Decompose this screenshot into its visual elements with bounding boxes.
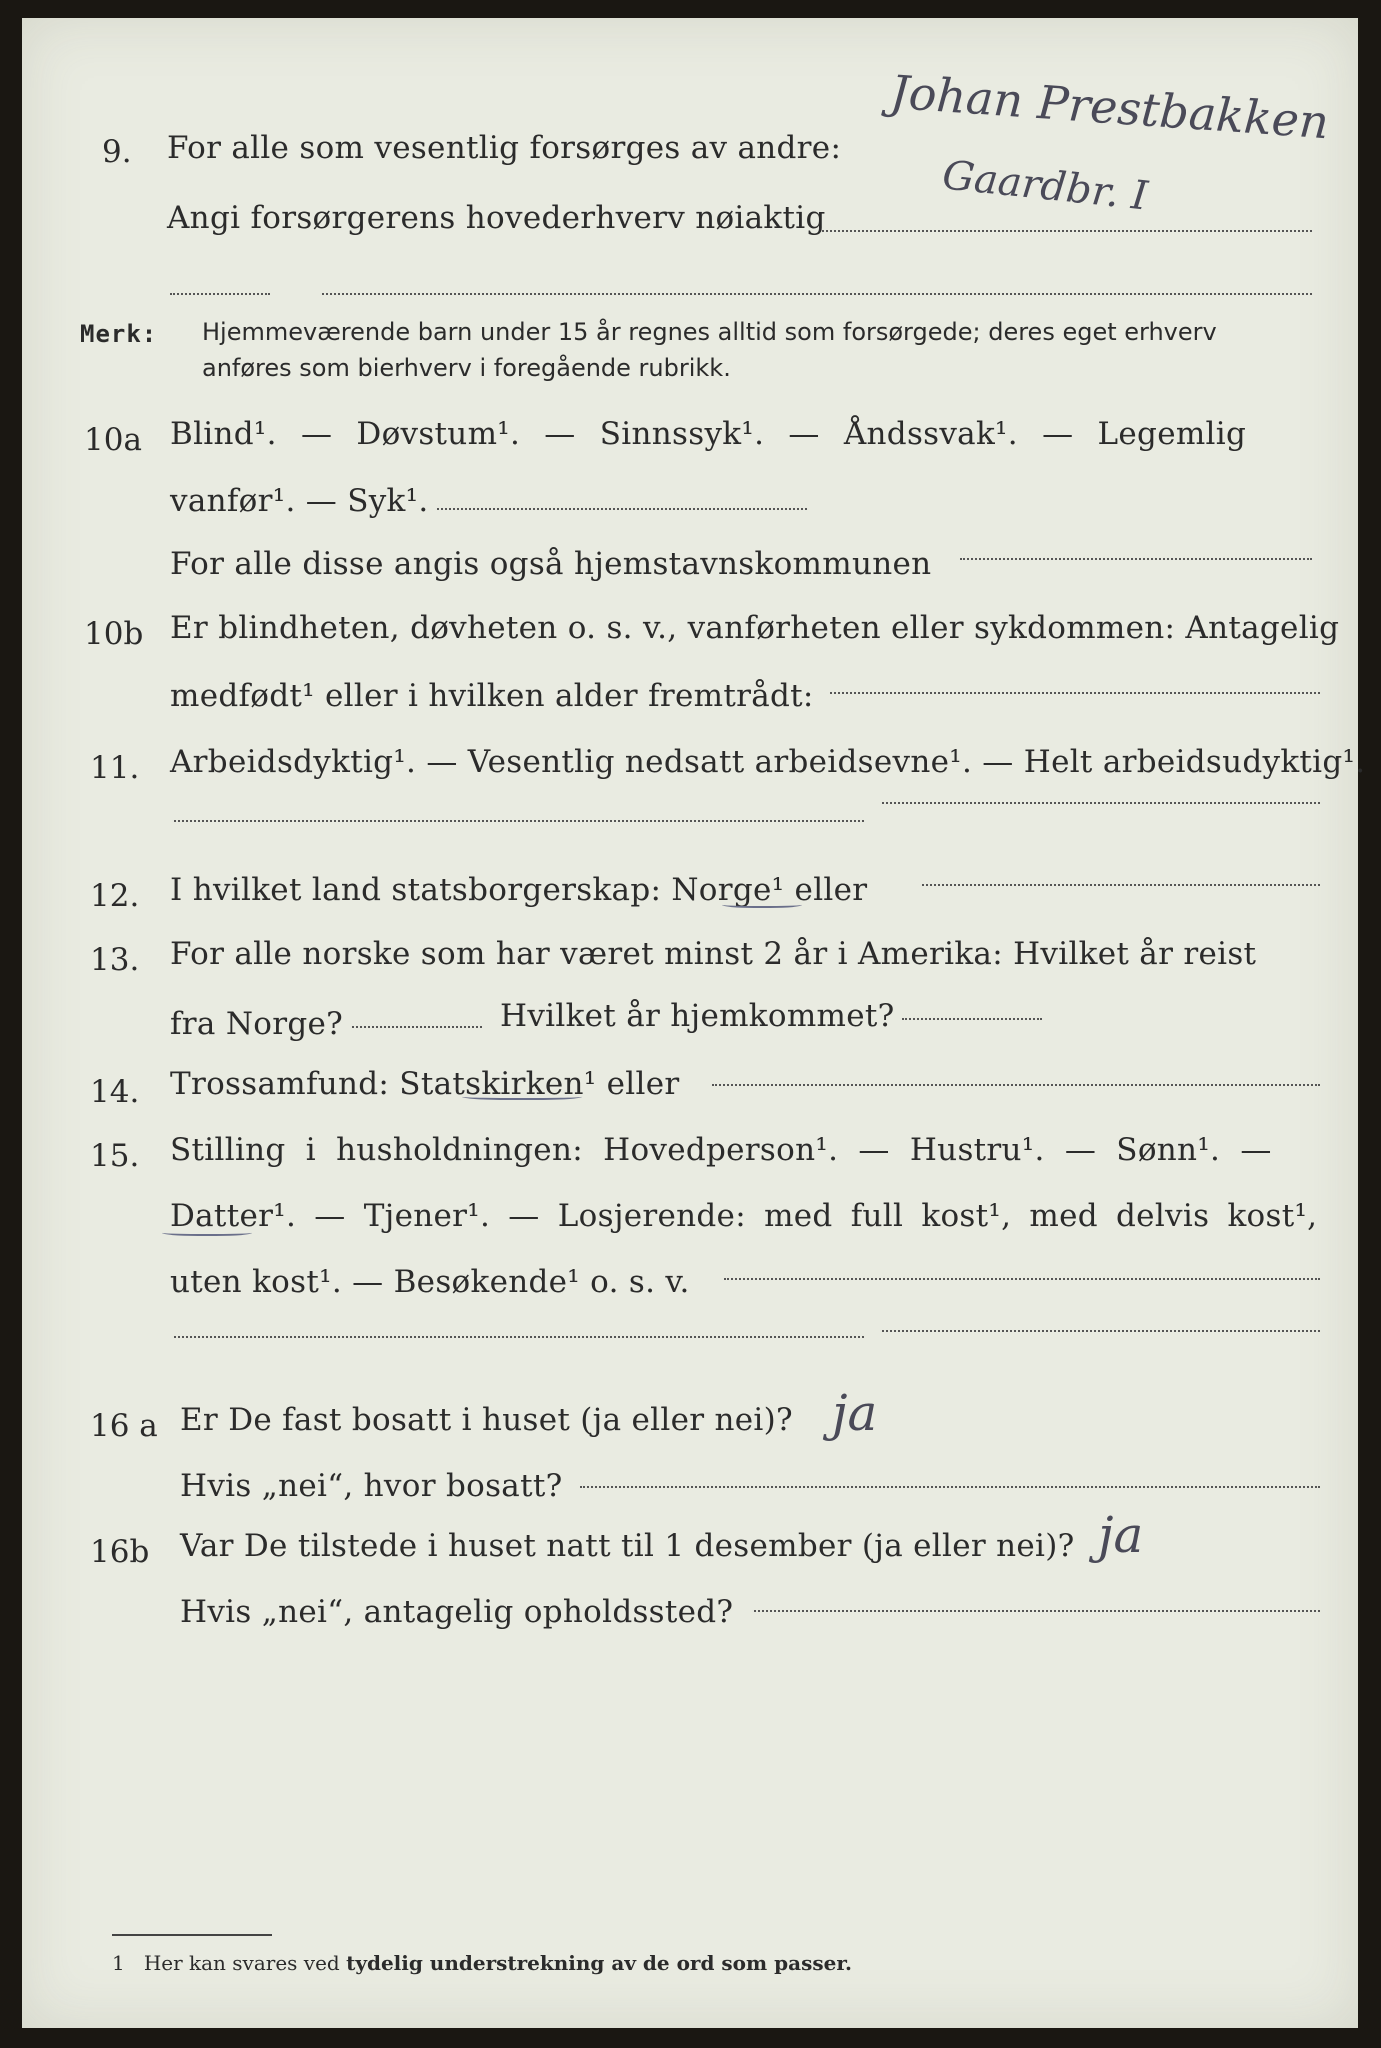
q16a-number: 16 a: [90, 1408, 158, 1444]
q11-fill-line: [174, 820, 864, 822]
q11-line1: Arbeidsdyktig¹. — Vesentlig nedsatt arbeidsevne¹. — Helt arbeidsudyktig¹.: [170, 744, 1366, 780]
q9-number: 9.: [102, 134, 132, 170]
q11-number: 11.: [90, 750, 140, 786]
q9-fill-line: [822, 230, 1312, 232]
q10b-line1: Er blindheten, døvheten o. s. v., vanførheten eller sykdommen: Antagelig: [170, 610, 1340, 646]
merk-line2: anføres som bierhverv i foregående rubrikk.: [202, 354, 731, 382]
q10b-number: 10b: [84, 616, 144, 652]
q13-fill-line-2: [902, 1018, 1042, 1020]
q16b-handwritten-answer: ja: [1098, 1506, 1144, 1564]
q15-fill-line-3: [882, 1330, 1320, 1332]
q10a-line2: vanfør¹. — Syk¹.: [170, 483, 429, 519]
q16a-handwritten-answer: ja: [832, 1384, 878, 1442]
q13-fill-line-1: [352, 1026, 482, 1028]
q14-line1: Trossamfund: Statskirken¹ eller: [170, 1066, 680, 1102]
q9-line2: Angi forsørgerens hovederhverv nøiaktig: [167, 200, 826, 236]
footnote-text: Her kan svares ved: [143, 1951, 340, 1975]
q15-line3: uten kost¹. — Besøkende¹ o. s. v.: [170, 1264, 690, 1300]
q15-number: 15.: [90, 1138, 140, 1174]
merk-line1: Hjemmeværende barn under 15 år regnes alltid som forsørgede; deres eget erhverv: [202, 318, 1217, 346]
footnote-text-bold: tydelig understrekning av de ord som passer.: [346, 1951, 852, 1975]
q13-number: 13.: [90, 942, 140, 978]
q16a-fill-line: [580, 1486, 1320, 1488]
q12-line1: I hvilket land statsborgerskap: Norge¹ eller: [170, 872, 868, 908]
q14-number: 14.: [90, 1074, 140, 1110]
footnote-marker: 1: [112, 1951, 125, 1975]
q12-number: 12.: [90, 878, 140, 914]
q14-fill-line: [712, 1084, 1320, 1086]
q12-fill-line: [922, 884, 1320, 886]
q9-line1: For alle som vesentlig forsørges av andre:: [167, 130, 842, 166]
q15-line2: Datter¹. — Tjener¹. — Losjerende: med full kost¹, med delvis kost¹,: [170, 1198, 1318, 1234]
q9-handwritten-name: Johan Prestbakken: [888, 64, 1331, 150]
q15-line1: Stilling i husholdningen: Hovedperson¹. — Hustru¹. — Sønn¹. —: [170, 1132, 1272, 1168]
q13-line1: For alle norske som har været minst 2 år i Amerika: Hvilket år reist: [170, 936, 1257, 972]
q10a-fill-line-2: [960, 558, 1312, 560]
merk-label: Merk:: [80, 320, 158, 348]
q9-handwritten-occupation: Gaardbr. I: [940, 152, 1150, 220]
q13-line2a: fra Norge?: [170, 1006, 344, 1042]
q13-line2b: Hvilket år hjemkommet?: [500, 998, 895, 1034]
q9-fill-line-long: [322, 293, 1312, 295]
q12-underline-norge: [722, 900, 802, 908]
q15-fill-line: [724, 1278, 1320, 1280]
q10b-fill-line: [830, 692, 1320, 694]
q9-fill-line-short: [170, 293, 270, 295]
q10a-line1: Blind¹. — Døvstum¹. — Sinnssyk¹. — Åndssvak¹. — Legemlig: [170, 416, 1247, 452]
q16b-line2: Hvis „nei“, antagelig opholdssted?: [180, 1594, 734, 1630]
q10b-line2: medfødt¹ eller i hvilken alder fremtrådt:: [170, 678, 814, 714]
q16b-line1: Var De tilstede i huset natt til 1 desember (ja eller nei)?: [180, 1528, 1075, 1564]
q10a-number: 10a: [84, 422, 142, 458]
q15-fill-line-2: [174, 1336, 864, 1338]
census-form-page: [22, 18, 1366, 2028]
q14-underline-statskirken: [462, 1092, 582, 1100]
q11-fill-line-2: [882, 802, 1320, 804]
q10a-line3: For alle disse angis også hjemstavnskommunen: [170, 546, 932, 582]
footnote-rule: [112, 1934, 272, 1936]
q15-underline-datter: [162, 1228, 252, 1236]
footnote: [112, 1951, 852, 1975]
q16a-line1: Er De fast bosatt i huset (ja eller nei)?: [180, 1402, 793, 1438]
q10a-fill-line: [437, 508, 807, 510]
q16b-fill-line: [754, 1610, 1320, 1612]
q16b-number: 16b: [90, 1534, 150, 1570]
q16a-line2: Hvis „nei“, hvor bosatt?: [180, 1468, 563, 1504]
